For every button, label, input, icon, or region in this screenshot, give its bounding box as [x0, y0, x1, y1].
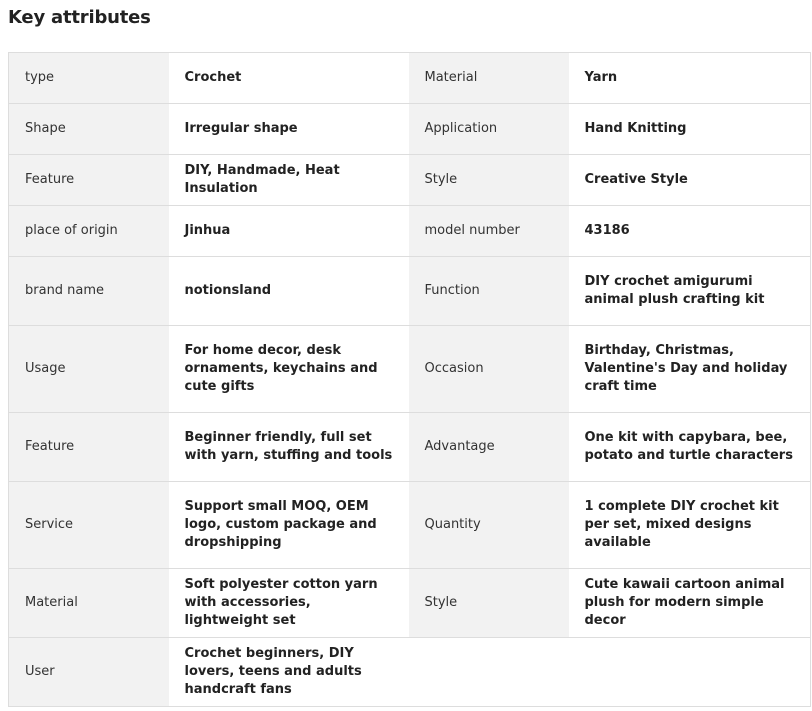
- attribute-key: Feature: [9, 413, 169, 482]
- attribute-value: Beginner friendly, full set with yarn, stuffing and tools: [169, 413, 409, 482]
- table-row: [9, 257, 811, 326]
- attribute-value: Yarn: [569, 53, 811, 104]
- attribute-value: 43186: [569, 206, 811, 257]
- attribute-value: DIY crochet amigurumi animal plush crafting kit: [569, 257, 811, 326]
- attribute-value: Soft polyester cotton yarn with accessories, lightweight set: [169, 569, 409, 638]
- attribute-value: Hand Knitting: [569, 104, 811, 155]
- table-row: [9, 482, 811, 569]
- attribute-value: Irregular shape: [169, 104, 409, 155]
- attribute-key: User: [9, 638, 169, 707]
- attribute-key: Occasion: [409, 326, 569, 413]
- attribute-value: Jinhua: [169, 206, 409, 257]
- attribute-value: 1 complete DIY crochet kit per set, mixed designs available: [569, 482, 811, 569]
- table-row: [9, 104, 811, 155]
- attribute-value: DIY, Handmade, Heat Insulation: [169, 155, 409, 206]
- attribute-key: Advantage: [409, 413, 569, 482]
- attribute-value: Birthday, Christmas, Valentine's Day and holiday craft time: [569, 326, 811, 413]
- table-row: [9, 569, 811, 638]
- table-row: [9, 326, 811, 413]
- attribute-key: Function: [409, 257, 569, 326]
- key-attributes-table: [8, 52, 811, 707]
- attribute-value: One kit with capybara, bee, potato and turtle characters: [569, 413, 811, 482]
- section-title: Key attributes: [8, 7, 151, 28]
- attribute-key: Material: [9, 569, 169, 638]
- attribute-value: notionsland: [169, 257, 409, 326]
- attribute-value: Cute kawaii cartoon animal plush for modern simple decor: [569, 569, 811, 638]
- attribute-value: Crochet: [169, 53, 409, 104]
- table-row: [9, 206, 811, 257]
- attribute-value: Support small MOQ, OEM logo, custom package and dropshipping: [169, 482, 409, 569]
- empty-cell: [409, 638, 569, 707]
- attribute-key: Material: [409, 53, 569, 104]
- attribute-value: Creative Style: [569, 155, 811, 206]
- table-row: [9, 638, 811, 707]
- attribute-key: type: [9, 53, 169, 104]
- attribute-key: Application: [409, 104, 569, 155]
- attribute-key: model number: [409, 206, 569, 257]
- table-row: [9, 53, 811, 104]
- table-row: [9, 155, 811, 206]
- attribute-key: Style: [409, 569, 569, 638]
- attribute-key: Service: [9, 482, 169, 569]
- attribute-value: Crochet beginners, DIY lovers, teens and adults handcraft fans: [169, 638, 409, 707]
- attribute-key: Quantity: [409, 482, 569, 569]
- attribute-key: Usage: [9, 326, 169, 413]
- attribute-key: place of origin: [9, 206, 169, 257]
- attribute-value: For home decor, desk ornaments, keychains and cute gifts: [169, 326, 409, 413]
- attribute-key: brand name: [9, 257, 169, 326]
- table-row: [9, 413, 811, 482]
- attribute-key: Shape: [9, 104, 169, 155]
- attribute-key: Feature: [9, 155, 169, 206]
- empty-cell: [569, 638, 811, 707]
- attribute-key: Style: [409, 155, 569, 206]
